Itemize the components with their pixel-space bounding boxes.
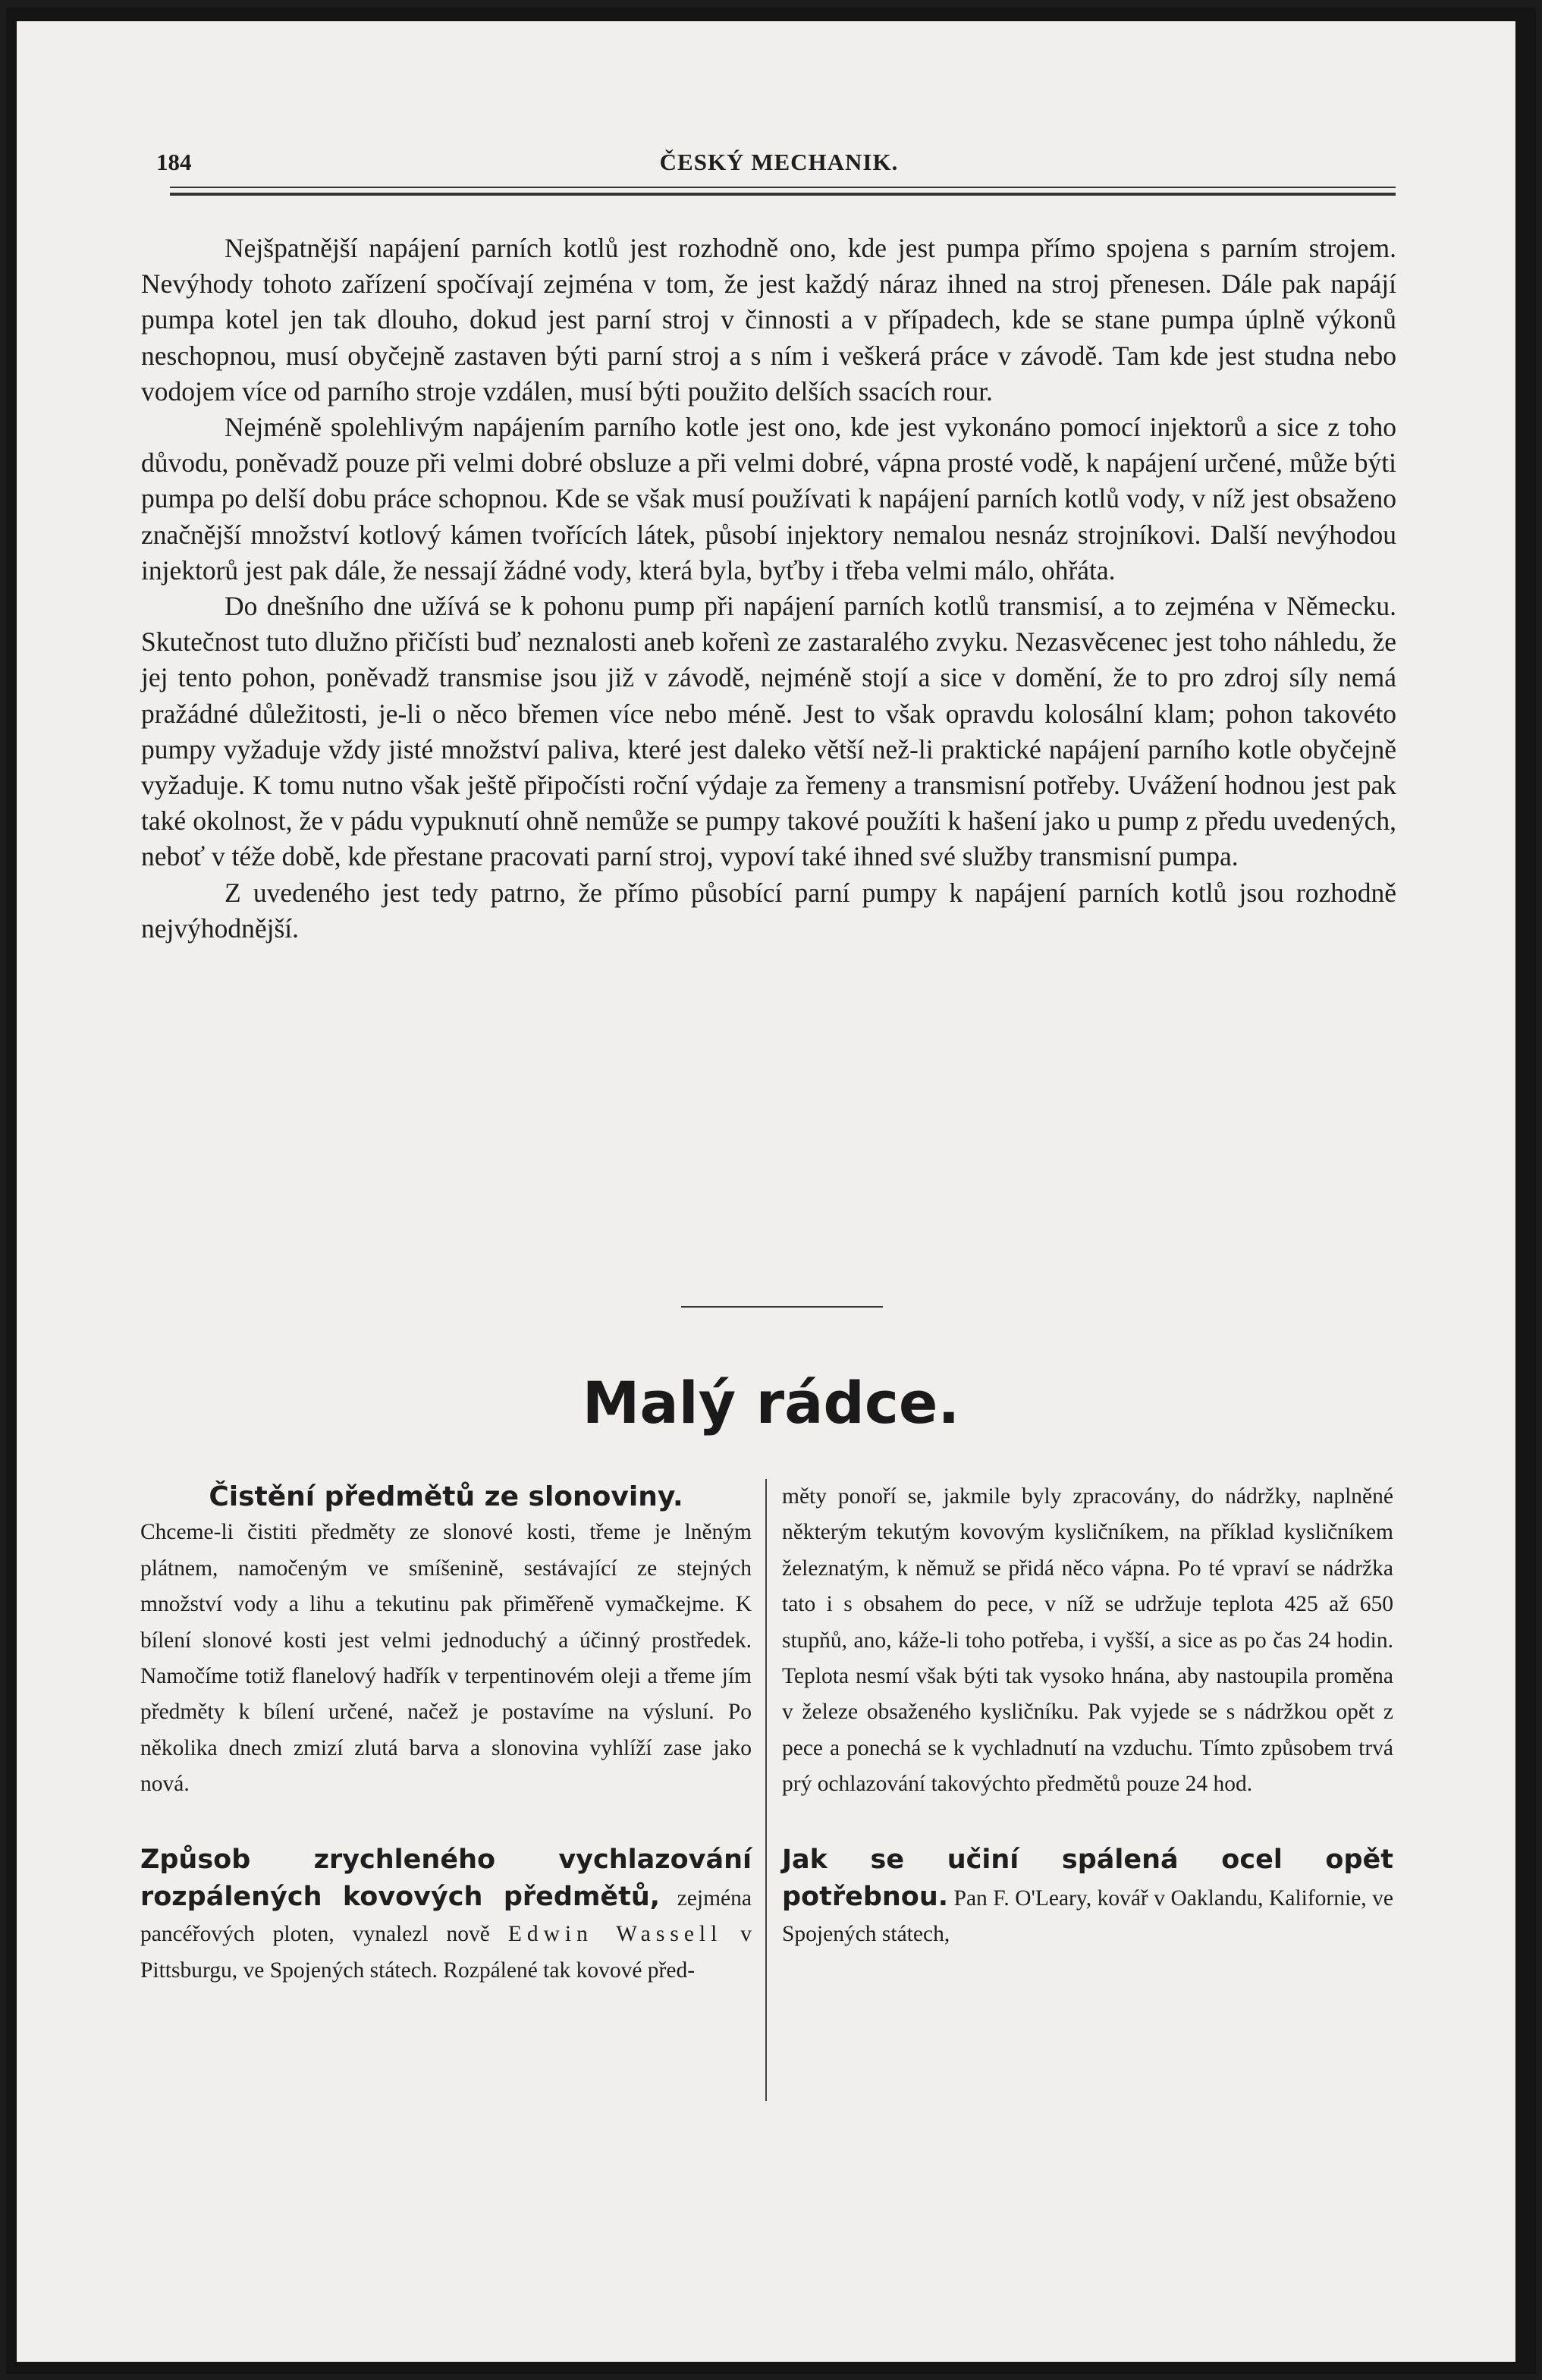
page-number: 184 [156,149,192,175]
article-text-part: v Pittsburgu, ve Spojených státech. Rozpálené tak kovové před- [140,1922,752,1983]
paragraph: Nejméně spolehlivým napájením parního kotle jest ono, kde jest vykonáno pomocí injektorů a sice z toho důvodu, poněvadž pouze při velmi dobré obsluze a při velmi dobré, vápna prosté vodě, k napájení určené, může býti pumpa po delší dobu práce schopnou. Kde se však musí používati k napájení parních kotlů vody, v níž jest obsaženo značnější množství kotlový kámen tvořících látek, působí injektory nemalou nesnáz strojníkovi. Další nevýhodou injektorů jest pak dále, že nessají žádné vody, která byla, byťby i třeba velmi málo, ohřáta. [141,412,1396,586]
header-rule-thick [170,193,1396,196]
inventor-name: Edwin Wassell [507,1922,723,1947]
paragraph: Nejšpatnější napájení parních kotlů jest rozhodně ono, kde jest pumpa přímo spojena s parním strojem. Nevýhody tohoto zařízení spočívají zejména v tom, že jest každý náraz ihned na stroj přenesen. Dále pak napájí pumpa kotel jen tak dlouho, dokud jest parní stroj v činnosti a v případech, kde se stane pumpa úplně výkonů neschopnou, musí obyčejně zastaven býti parní stroj a s ním i veškerá práce v závodě. Tam kde jest studna nebo vodojem více od parního stroje vzdálen, musí býti použito delších ssacích rour. [141,233,1396,407]
article-text: Chceme-li čistiti předměty ze slonové kosti, třeme je lněným plátnem, namočeným ve smíšenině, sestávající ze stejných množství vody a lihu a tekutinu pak přiměřeně vymačkejme. K bílení slonové kosti jest velmi jednoduchý a účinný prostředek. Namočíme totiž flanelový hadřík v terpentinovém oleji a třeme jím předměty k bílení určené, načež je postavíme na výsluní. Po několika dnech zmizí zlutá barva a slonovina vyhlíží zase jako nová. [140,1520,752,1797]
article-text [140,1842,752,1989]
running-title: ČESKÝ MECHANIK. [659,149,899,175]
article-text: měty ponoří se, jakmile byly zpracovány, do nádržky, naplněné některým tekutým kovovým kysličníkem, na příklad kysličníkem železnatým, k němuž se přidá něco vápna. Po té vpraví se nádržka tato i s obsahem do pece, v níž se udržuje teplota 425 až 650 stupňů, ano, káže-li toho potřeba, i vyšší, a sice as po čas 24 hodin. Teplota nesmí však býti tak vysoko hnána, aby nastoupila proměna v železe obsaženého kysličníku. Pak vyjede se s nádržkou opět z pece a ponechá se k vychladnutí na vzduchu. Tímto způsobem trvá prý ochlazování takovýchto předmětů pouze 24 hod. [782,1484,1393,1797]
spacer [782,1803,1393,1842]
header-rule-thin [170,187,1396,188]
article-heading: Čistění předmětů ze slonoviny. [209,1481,683,1512]
section-title: Malý rádce. [582,1369,960,1436]
article-heading-inline: Jak se učiní spálená ocel opět potřebnou. [782,1844,1393,1913]
paragraph: Z uvedeného jest tedy patrno, že přímo působící parní pumpy k napájení parních kotlů jsou rozhodně nejvýhodnější. [141,877,1396,944]
column-rule [765,1479,767,2101]
article-text-part: zejména pancéřových ploten, vynalezl nově [140,1886,752,1947]
article-text-part: Pan F. O'Leary, kovář v Oaklandu, Kalifornie, ve Spojených státech, [782,1886,1393,1947]
paragraph: Do dnešního dne užívá se k pohonu pump při napájení parních kotlů transmisí, a to zejména v Německu. Skutečnost tuto dlužno přičísti buď neznalosti aneb kořenì ze zastaralého zvyku. Nezasvěcenec jest toho náhledu, že jej tento pohon, poněvadž transmise jsou již v závodě, nejméně stojí a sice v domění, že to pro zdroj síly nemá pražádné důležitosti, je-li o něco břemen více nebo méně. Jest to však opravdu kolosální klam; pohon takovéto pumpy vyžaduje vždy jisté množství paliva, které jest daleko větší než-li praktické napájení parního kotle obyčejně vyžaduje. K tomu nutno však ještě připočísti roční výdaje za řemeny a transmisní potřeby. Uvážení hodnou jest pak také okolnost, že v pádu vypuknutí ohně nemůže se pumpy takové použíti k hašení jako u pump z předu uvedených, neboť v téže době, kde přestane pracovati parní stroj, vypoví také ihned své služby transmisní pumpa. [141,591,1396,872]
article-text [782,1842,1393,1953]
section-divider [681,1306,883,1308]
main-article [141,231,1396,947]
spacer [140,1803,752,1842]
right-column [782,1479,1393,1953]
page-header [156,149,1402,179]
article-heading-inline: Způsob zrychleného vychlazování rozpálených kovových předmětů, [140,1844,752,1913]
left-column [140,1479,752,1989]
